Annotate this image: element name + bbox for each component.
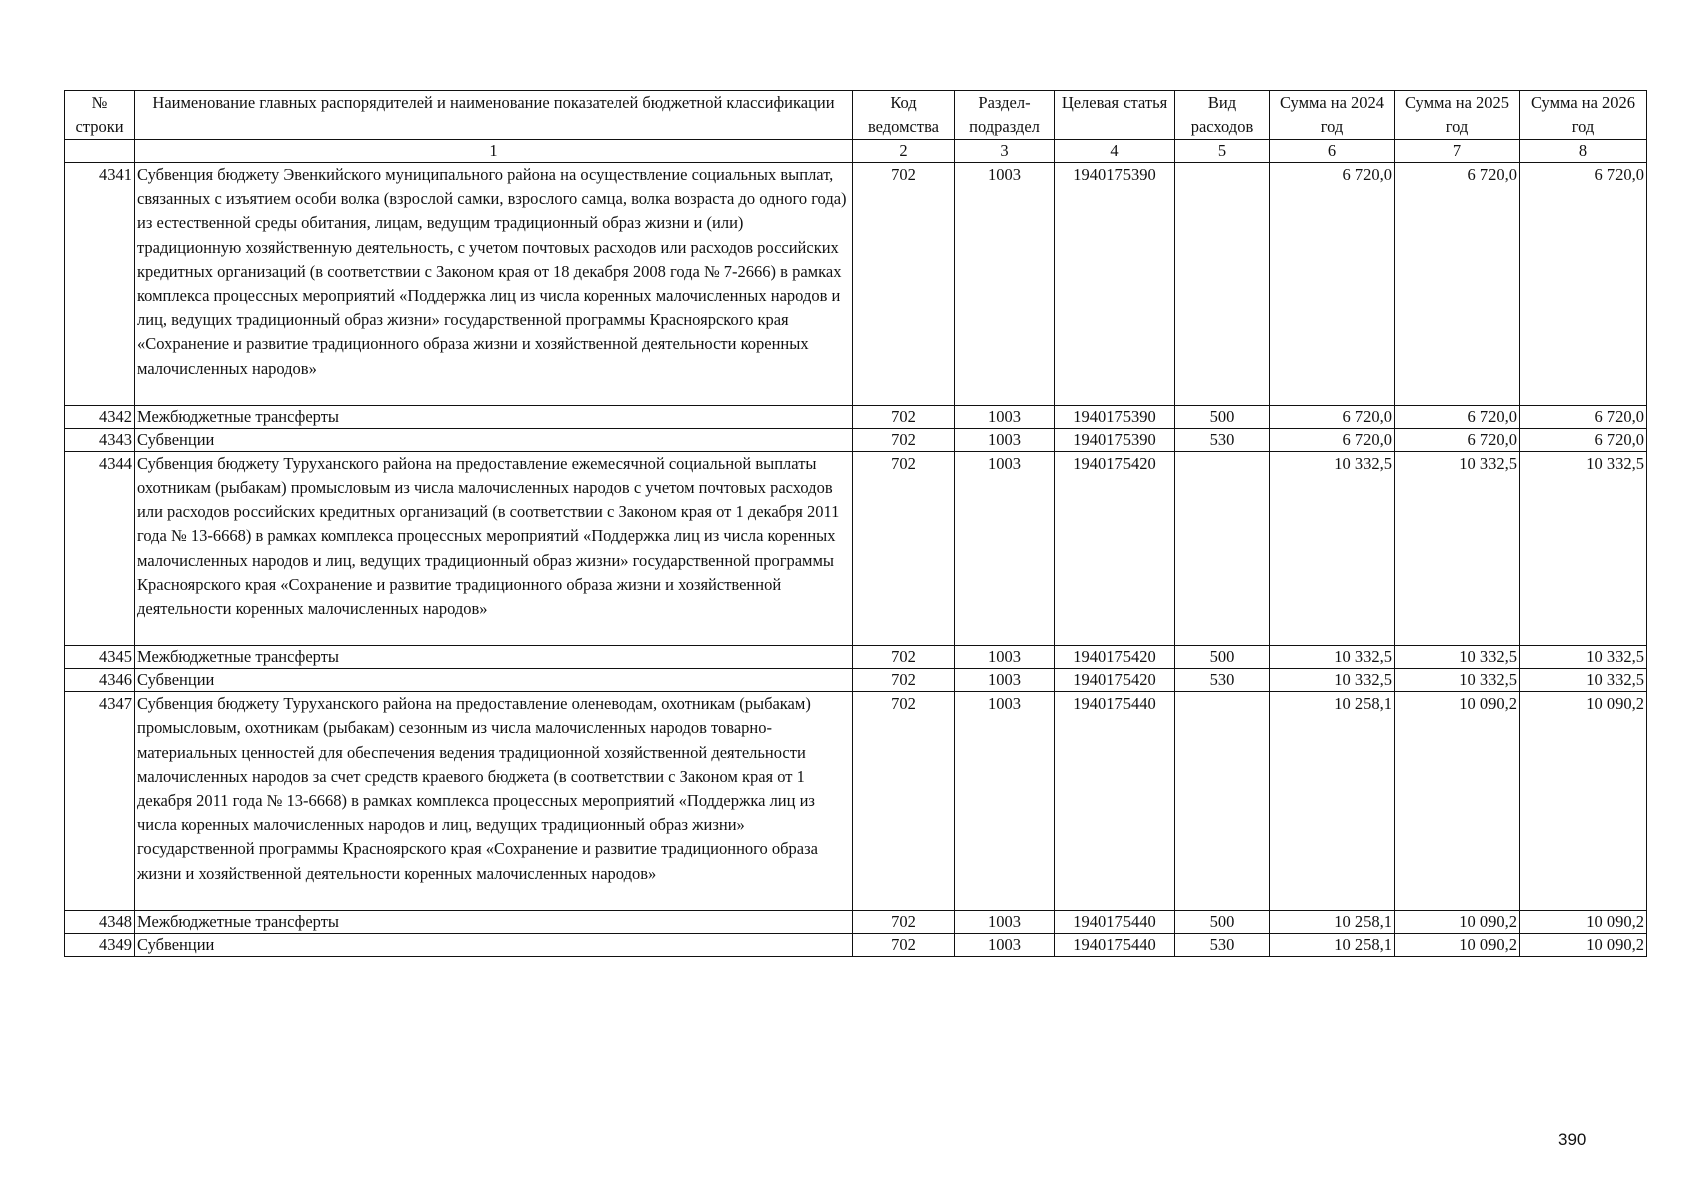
row-section: 1003 bbox=[955, 451, 1055, 645]
row-number: 4349 bbox=[65, 933, 135, 956]
row-number: 4343 bbox=[65, 428, 135, 451]
row-sum-2024: 10 258,1 bbox=[1270, 692, 1395, 911]
row-name: Межбюджетные трансферты bbox=[135, 910, 853, 933]
budget-table bbox=[64, 90, 1647, 957]
row-sum-2025: 10 090,2 bbox=[1395, 910, 1520, 933]
row-expense-type: 500 bbox=[1175, 910, 1270, 933]
row-sum-2026: 10 090,2 bbox=[1520, 692, 1647, 911]
row-expense-type bbox=[1175, 692, 1270, 911]
header-sum-2026: Сумма на 2026 год bbox=[1520, 91, 1647, 140]
header-row-number: № строки bbox=[65, 91, 135, 140]
row-section: 1003 bbox=[955, 669, 1055, 692]
header-expense-type: Вид расходов bbox=[1175, 91, 1270, 140]
row-sum-2025: 10 332,5 bbox=[1395, 451, 1520, 645]
table-row bbox=[65, 405, 1647, 428]
row-number: 4342 bbox=[65, 405, 135, 428]
row-expense-type: 530 bbox=[1175, 933, 1270, 956]
row-sum-2024: 10 332,5 bbox=[1270, 669, 1395, 692]
column-number: 5 bbox=[1175, 140, 1270, 163]
row-dept-code: 702 bbox=[853, 669, 955, 692]
row-number: 4341 bbox=[65, 163, 135, 406]
row-name: Субвенция бюджету Туруханского района на предоставление оленеводам, охотникам (рыбакам) промысловым, охотникам (рыбакам) сезонным из числа малочисленных народов товарно-материальных ценностей для обеспечения ведения традиционной хозяйственной деятельности малочисленных народов за счет средств краевого бюджета (в соответствии с Законом края от 1 декабря 2011 года № 13-6668) в рамках комплекса процессных мероприятий «Поддержка лиц из числа коренных малочисленных народов и лиц, ведущих традиционный образ жизни» государственной программы Красноярского края «Сохранение и развитие традиционного образа жизни и хозяйственной деятельности коренных малочисленных народов» bbox=[135, 692, 853, 911]
row-name: Субвенции bbox=[135, 933, 853, 956]
row-dept-code: 702 bbox=[853, 451, 955, 645]
page-number: 390 bbox=[1558, 1130, 1587, 1149]
table-row bbox=[65, 428, 1647, 451]
row-sum-2026: 10 090,2 bbox=[1520, 933, 1647, 956]
row-section: 1003 bbox=[955, 405, 1055, 428]
header-section: Раздел-подраздел bbox=[955, 91, 1055, 140]
column-number: 1 bbox=[135, 140, 853, 163]
row-sum-2025: 10 332,5 bbox=[1395, 669, 1520, 692]
table-row bbox=[65, 910, 1647, 933]
row-section: 1003 bbox=[955, 692, 1055, 911]
row-expense-type bbox=[1175, 451, 1270, 645]
row-target-article: 1940175440 bbox=[1055, 933, 1175, 956]
row-section: 1003 bbox=[955, 933, 1055, 956]
row-target-article: 1940175390 bbox=[1055, 428, 1175, 451]
row-expense-type: 500 bbox=[1175, 646, 1270, 669]
row-name: Субвенции bbox=[135, 669, 853, 692]
row-dept-code: 702 bbox=[853, 933, 955, 956]
row-target-article: 1940175420 bbox=[1055, 451, 1175, 645]
column-number: 7 bbox=[1395, 140, 1520, 163]
column-number bbox=[65, 140, 135, 163]
column-number: 3 bbox=[955, 140, 1055, 163]
row-expense-type: 530 bbox=[1175, 669, 1270, 692]
row-sum-2024: 10 332,5 bbox=[1270, 646, 1395, 669]
row-name: Субвенция бюджету Эвенкийского муниципального района на осуществление социальных выплат, связанных с изъятием особи волка (взрослой самки, взрослого самца, волка возраста до одного года) из естественной среды обитания, лицам, ведущим традиционный образ жизни и (или) традиционную хозяйственную деятельность, с учетом почтовых расходов или расходов российских кредитных организаций (в соответствии с Законом края от 18 декабря 2008 года № 7-2666) в рамках комплекса процессных мероприятий «Поддержка лиц из числа коренных малочисленных народов и лиц, ведущих традиционный образ жизни» государственной программы Красноярского края «Сохранение и развитие традиционного образа жизни и хозяйственной деятельности коренных малочисленных народов» bbox=[135, 163, 853, 406]
row-name: Межбюджетные трансферты bbox=[135, 646, 853, 669]
row-dept-code: 702 bbox=[853, 405, 955, 428]
table-row bbox=[65, 163, 1647, 406]
table-row bbox=[65, 646, 1647, 669]
column-number: 4 bbox=[1055, 140, 1175, 163]
row-sum-2024: 6 720,0 bbox=[1270, 163, 1395, 406]
row-target-article: 1940175420 bbox=[1055, 669, 1175, 692]
row-target-article: 1940175420 bbox=[1055, 646, 1175, 669]
row-expense-type: 500 bbox=[1175, 405, 1270, 428]
row-section: 1003 bbox=[955, 163, 1055, 406]
row-sum-2026: 6 720,0 bbox=[1520, 163, 1647, 406]
row-dept-code: 702 bbox=[853, 428, 955, 451]
column-number: 8 bbox=[1520, 140, 1647, 163]
row-sum-2026: 10 332,5 bbox=[1520, 646, 1647, 669]
row-sum-2026: 6 720,0 bbox=[1520, 428, 1647, 451]
row-sum-2024: 10 258,1 bbox=[1270, 910, 1395, 933]
row-sum-2026: 10 090,2 bbox=[1520, 910, 1647, 933]
row-number: 4344 bbox=[65, 451, 135, 645]
table-header-row bbox=[65, 91, 1647, 140]
header-dept-code: Код ведомства bbox=[853, 91, 955, 140]
row-section: 1003 bbox=[955, 428, 1055, 451]
table-row bbox=[65, 692, 1647, 911]
table-row bbox=[65, 669, 1647, 692]
table-row bbox=[65, 933, 1647, 956]
row-dept-code: 702 bbox=[853, 692, 955, 911]
row-sum-2025: 6 720,0 bbox=[1395, 428, 1520, 451]
table-row bbox=[65, 451, 1647, 645]
header-target-article: Целевая статья bbox=[1055, 91, 1175, 140]
column-number: 6 bbox=[1270, 140, 1395, 163]
row-target-article: 1940175440 bbox=[1055, 910, 1175, 933]
column-number-row bbox=[65, 140, 1647, 163]
row-sum-2024: 6 720,0 bbox=[1270, 428, 1395, 451]
header-sum-2024: Сумма на 2024 год bbox=[1270, 91, 1395, 140]
header-name: Наименование главных распорядителей и наименование показателей бюджетной классификации bbox=[135, 91, 853, 140]
row-sum-2025: 10 332,5 bbox=[1395, 646, 1520, 669]
row-sum-2024: 6 720,0 bbox=[1270, 405, 1395, 428]
row-number: 4346 bbox=[65, 669, 135, 692]
row-name: Субвенции bbox=[135, 428, 853, 451]
row-sum-2026: 10 332,5 bbox=[1520, 669, 1647, 692]
row-sum-2025: 10 090,2 bbox=[1395, 933, 1520, 956]
row-section: 1003 bbox=[955, 646, 1055, 669]
row-sum-2025: 10 090,2 bbox=[1395, 692, 1520, 911]
row-sum-2025: 6 720,0 bbox=[1395, 163, 1520, 406]
row-dept-code: 702 bbox=[853, 163, 955, 406]
row-target-article: 1940175390 bbox=[1055, 405, 1175, 428]
row-dept-code: 702 bbox=[853, 910, 955, 933]
row-sum-2025: 6 720,0 bbox=[1395, 405, 1520, 428]
row-expense-type: 530 bbox=[1175, 428, 1270, 451]
row-dept-code: 702 bbox=[853, 646, 955, 669]
row-number: 4347 bbox=[65, 692, 135, 911]
row-number: 4348 bbox=[65, 910, 135, 933]
row-name: Межбюджетные трансферты bbox=[135, 405, 853, 428]
row-sum-2024: 10 258,1 bbox=[1270, 933, 1395, 956]
row-sum-2026: 6 720,0 bbox=[1520, 405, 1647, 428]
row-expense-type bbox=[1175, 163, 1270, 406]
row-section: 1003 bbox=[955, 910, 1055, 933]
row-sum-2026: 10 332,5 bbox=[1520, 451, 1647, 645]
row-target-article: 1940175390 bbox=[1055, 163, 1175, 406]
row-name: Субвенция бюджету Туруханского района на предоставление ежемесячной социальной выплаты охотникам (рыбакам) промысловым из числа малочисленных народов с учетом почтовых расходов или расходов российских кредитных организаций (в соответствии с Законом края от 1 декабря 2011 года № 13-6668) в рамках комплекса процессных мероприятий «Поддержка лиц из числа коренных малочисленных народов и лиц, ведущих традиционный образ жизни» государственной программы Красноярского края «Сохранение и развитие традиционного образа жизни и хозяйственной деятельности коренных малочисленных народов» bbox=[135, 451, 853, 645]
row-sum-2024: 10 332,5 bbox=[1270, 451, 1395, 645]
header-sum-2025: Сумма на 2025 год bbox=[1395, 91, 1520, 140]
row-target-article: 1940175440 bbox=[1055, 692, 1175, 911]
column-number: 2 bbox=[853, 140, 955, 163]
row-number: 4345 bbox=[65, 646, 135, 669]
